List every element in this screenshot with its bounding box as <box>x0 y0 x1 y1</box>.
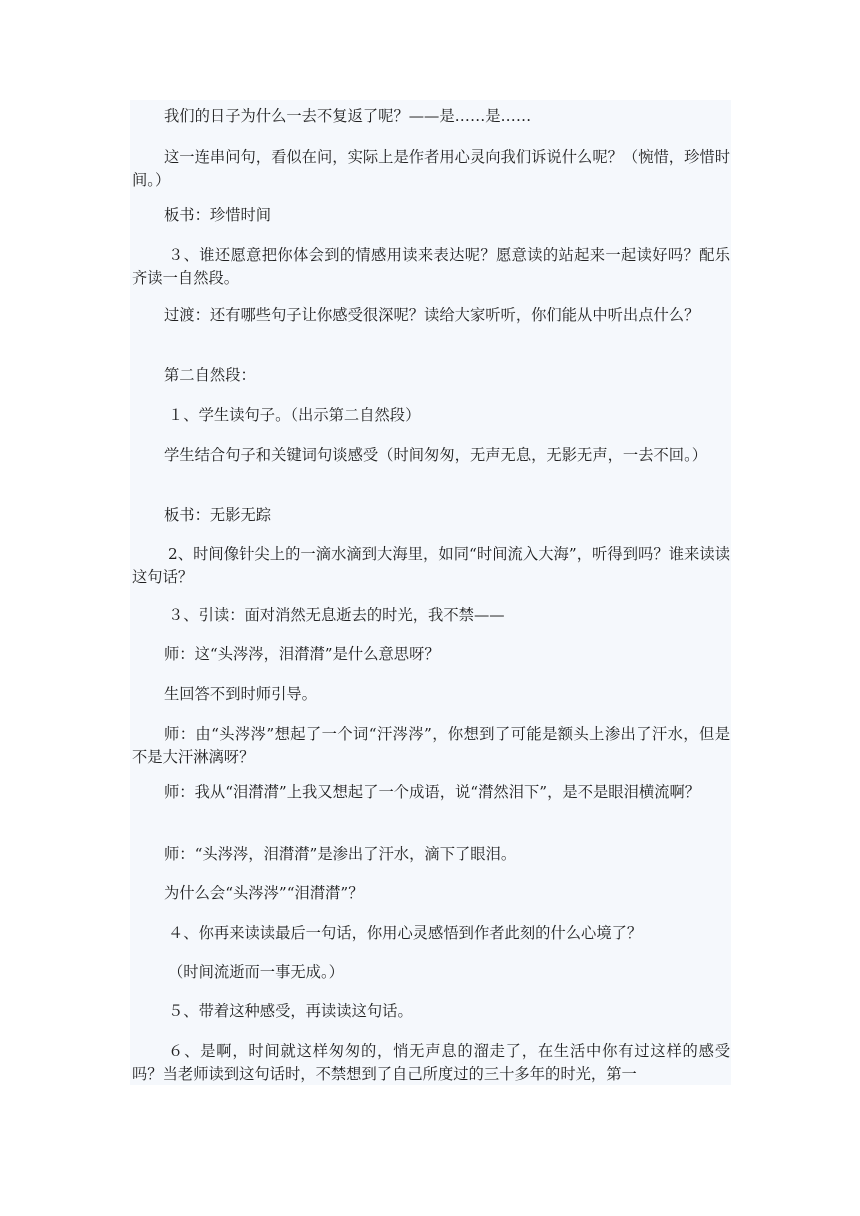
paragraph-10: 2、时间像针尖上的一滴水滴到大海里，如同“时间流入大海”，听得到吗？谁来读读这句话？ <box>132 545 730 586</box>
paragraph-21: ６、是啊，时间就这样匆匆的，悄无声息的溜走了，在生活中你有过这样的感受吗？当老师读到这句话时，不禁想到了自己所度过的三十多年的时光，第一 <box>132 1042 730 1083</box>
paragraph-16: 师：“头涔涔，泪潸潸”是渗出了汗水，滴下了眼泪。 <box>164 845 517 863</box>
paragraph-9: 板书：无影无踪 <box>164 506 272 524</box>
paragraph-7: １、学生读句子。（出示第二自然段） <box>168 406 421 424</box>
paragraph-8: 学生结合句子和关键词句谈感受（时间匆匆，无声无息，无影无声，一去不回。） <box>164 446 708 464</box>
paragraph-1: 我们的日子为什么一去不复返了呢？——是……是…… <box>164 107 532 125</box>
paragraph-11: ３、引读：面对消然无息逝去的时光，我不禁—— <box>168 606 505 624</box>
paragraph-20: ５、带着这种感受，再读读这句话。 <box>168 1002 413 1020</box>
paragraph-2: 这一连串问句，看似在问，实际上是作者用心灵向我们诉说什么呢？（惋惜，珍惜时间。） <box>132 148 730 189</box>
paragraph-15: 师：我从“泪潸潸”上我又想起了一个成语，说“潸然泪下”，是不是眼泪横流啊？ <box>164 783 701 801</box>
paragraph-3: 板书：珍惜时间 <box>164 206 272 224</box>
paragraph-6: 第二自然段： <box>164 366 256 384</box>
paragraph-4: ３、谁还愿意把你体会到的情感用读来表达呢？愿意读的站起来一起读好吗？配乐齐读一自然段。 <box>132 246 730 287</box>
paragraph-5: 过渡：还有哪些句子让你感受很深呢？读给大家听听，你们能从中听出点什么？ <box>164 306 700 324</box>
paragraph-13: 生回答不到时师引导。 <box>164 685 317 703</box>
paragraph-17: 为什么会“头涔涔”“泪潸潸”？ <box>164 884 364 902</box>
paragraph-18: ４、你再来读读最后一句话，你用心灵感悟到作者此刻的什么心境了？ <box>168 924 643 942</box>
paragraph-12: 师：这“头涔涔，泪潸潸”是什么意思呀？ <box>164 645 440 663</box>
paragraph-14: 师：由“头涔涔”想起了一个词“汗涔涔”，你想到了可能是额头上渗出了汗水，但是不是大汗淋漓呀？ <box>132 725 730 766</box>
paragraph-19: （时间流逝而一事无成。） <box>168 963 344 981</box>
